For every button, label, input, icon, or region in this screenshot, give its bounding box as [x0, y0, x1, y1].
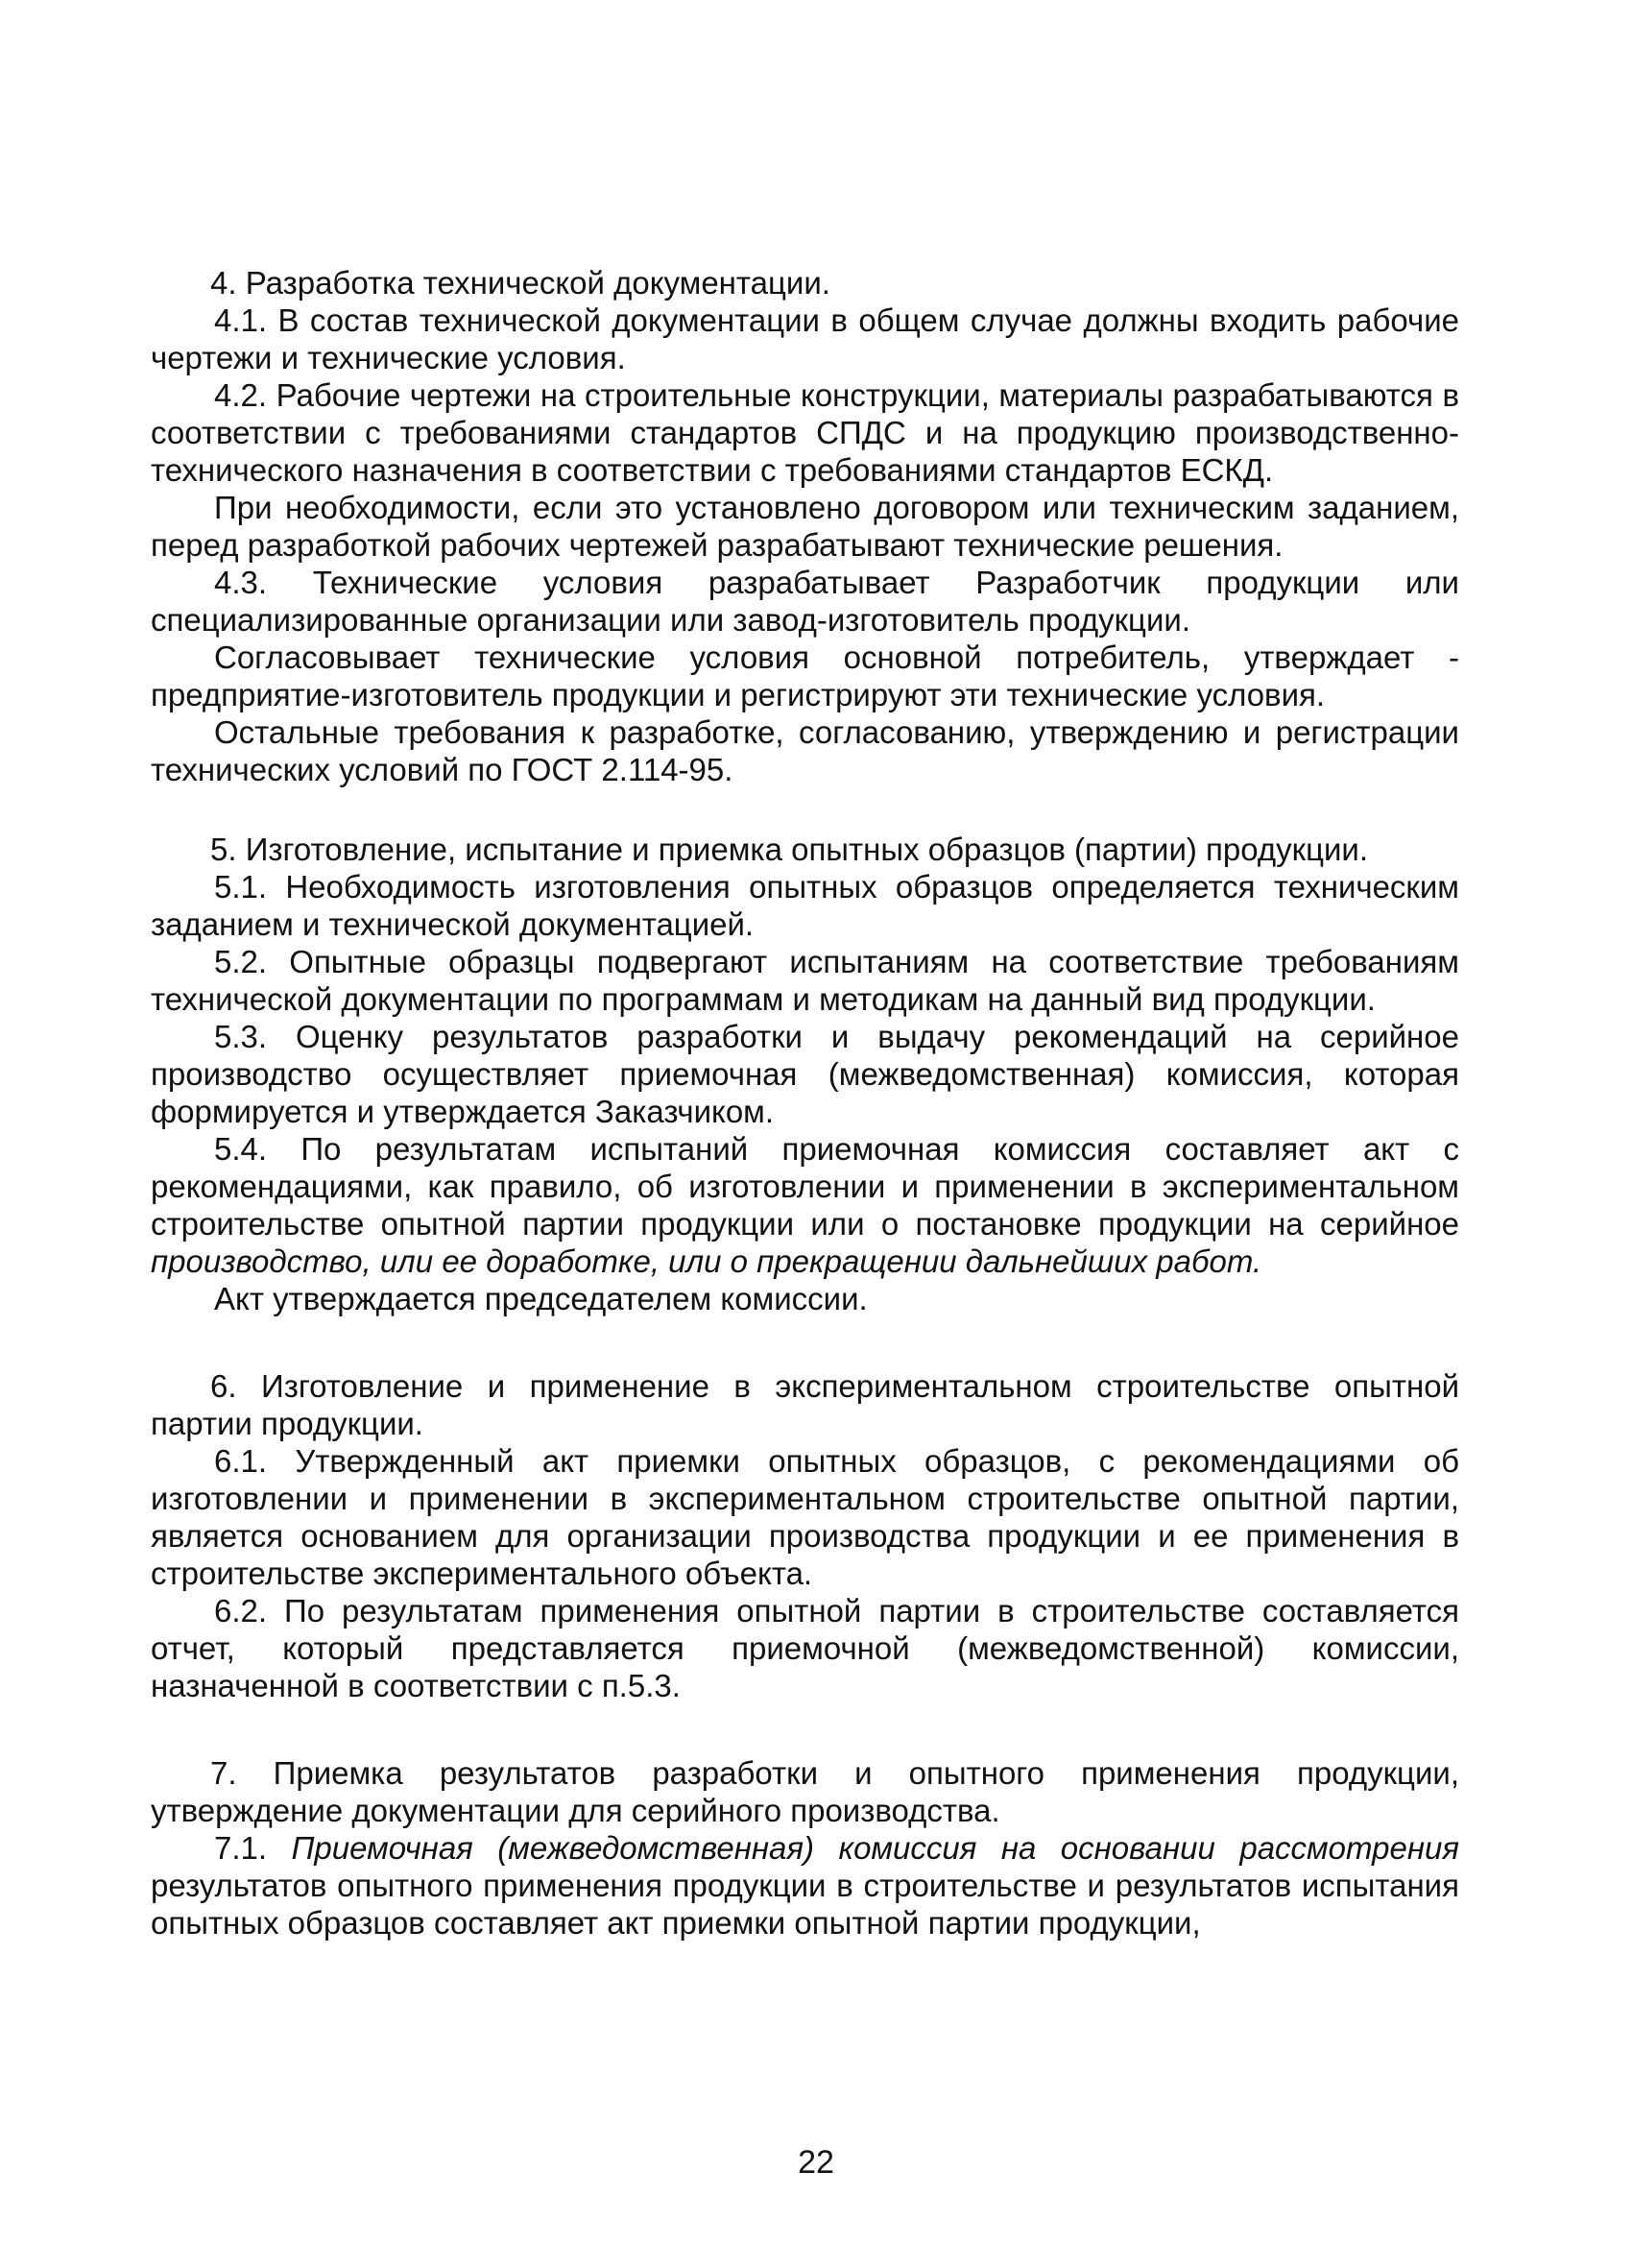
section-4-heading: 4. Разработка технической документации.: [210, 265, 830, 301]
clause-5-4: [151, 1130, 1459, 1280]
section-5: [151, 831, 1459, 1317]
section-7-heading: 7. Приемка результатов разработки и опытного применения продукции, утверждение документации для серийного производства.: [151, 1755, 1459, 1828]
section-7: [151, 1754, 1459, 1942]
clause-5-4-approval: Акт утверждается председателем комиссии.: [214, 1281, 868, 1316]
clause-5-4-italic: производство, или ее доработке, или о прекращении дальнейших работ.: [151, 1243, 1262, 1279]
section-6-heading: 6. Изготовление и применение в экспериментальном строительстве опытной партии продукции.: [151, 1368, 1459, 1441]
clause-4-3: 4.3. Технические условия разрабатывает Разработчик продукции или специализированные организации или завод-изготовитель продукции.: [151, 565, 1459, 638]
clause-7-1-text: результатов опытного применения продукции в строительстве и результатов испытания опытных образцов составляет акт приемки опытной партии продукции,: [151, 1868, 1459, 1941]
document-page: [151, 264, 1459, 1942]
clause-7-1-number: 7.1.: [214, 1830, 292, 1866]
clause-5-3: 5.3. Оценку результатов разработки и выдачу рекомендаций на серийное производство осуществляет приемочная (межведомственная) комиссия, которая формируется и утверждается Заказчиком.: [151, 1019, 1459, 1129]
clause-5-2: 5.2. Опытные образцы подвергают испытаниям на соответствие требованиям технической документации по программам и методикам на данный вид продукции.: [151, 944, 1459, 1017]
clause-4-3-approval: Согласовывает технические условия основной потребитель, утверждает - предприятие-изготовитель продукции и регистрируют эти технические условия.: [151, 639, 1459, 712]
clause-6-1: 6.1. Утвержденный акт приемки опытных образцов, с рекомендациями об изготовлении и применении в экспериментальном строительстве опытной партии, является основанием для организации производства продукции и ее применения в строительстве экспериментального объекта.: [151, 1443, 1459, 1591]
clause-7-1-italic: Приемочная (межведомственная) комиссия на основании рассмотрения: [291, 1830, 1459, 1866]
section-4: [151, 264, 1459, 788]
clause-5-4-text: 5.4. По результатам испытаний приемочная комиссия составляет акт с рекомендациями, как правило, об изготовлении и применении в экспериментальном строительстве опытной партии продукции или о постановке продукции на серийное: [151, 1131, 1459, 1242]
section-5-heading: 5. Изготовление, испытание и приемка опытных образцов (партии) продукции.: [210, 832, 1369, 867]
page-number: 22: [798, 2144, 834, 2181]
clause-4-2-note: При необходимости, если это установлено договором или техническим заданием, перед разработкой рабочих чертежей разрабатывают технические решения.: [151, 490, 1459, 563]
clause-5-1: 5.1. Необходимость изготовления опытных образцов определяется техническим заданием и технической документацией.: [151, 869, 1459, 942]
clause-4-3-other: Остальные требования к разработке, согласованию, утверждению и регистрации технических условий по ГОСТ 2.114-95.: [151, 714, 1459, 787]
section-6: [151, 1367, 1459, 1704]
clause-4-2: 4.2. Рабочие чертежи на строительные конструкции, материалы разрабатываются в соответствии с требованиями стандартов СПДС и на продукцию производственно-технического назначения в соответствии с требованиями стандартов ЕСКД.: [151, 377, 1459, 488]
clause-7-1: [151, 1829, 1459, 1942]
clause-4-1: 4.1. В состав технической документации в общем случае должны входить рабочие чертежи и технические условия.: [151, 302, 1459, 375]
clause-6-2: 6.2. По результатам применения опытной партии в строительстве составляется отчет, который представляется приемочной (межведомственной) комиссии, назначенной в соответствии с п.5.3.: [151, 1593, 1459, 1703]
